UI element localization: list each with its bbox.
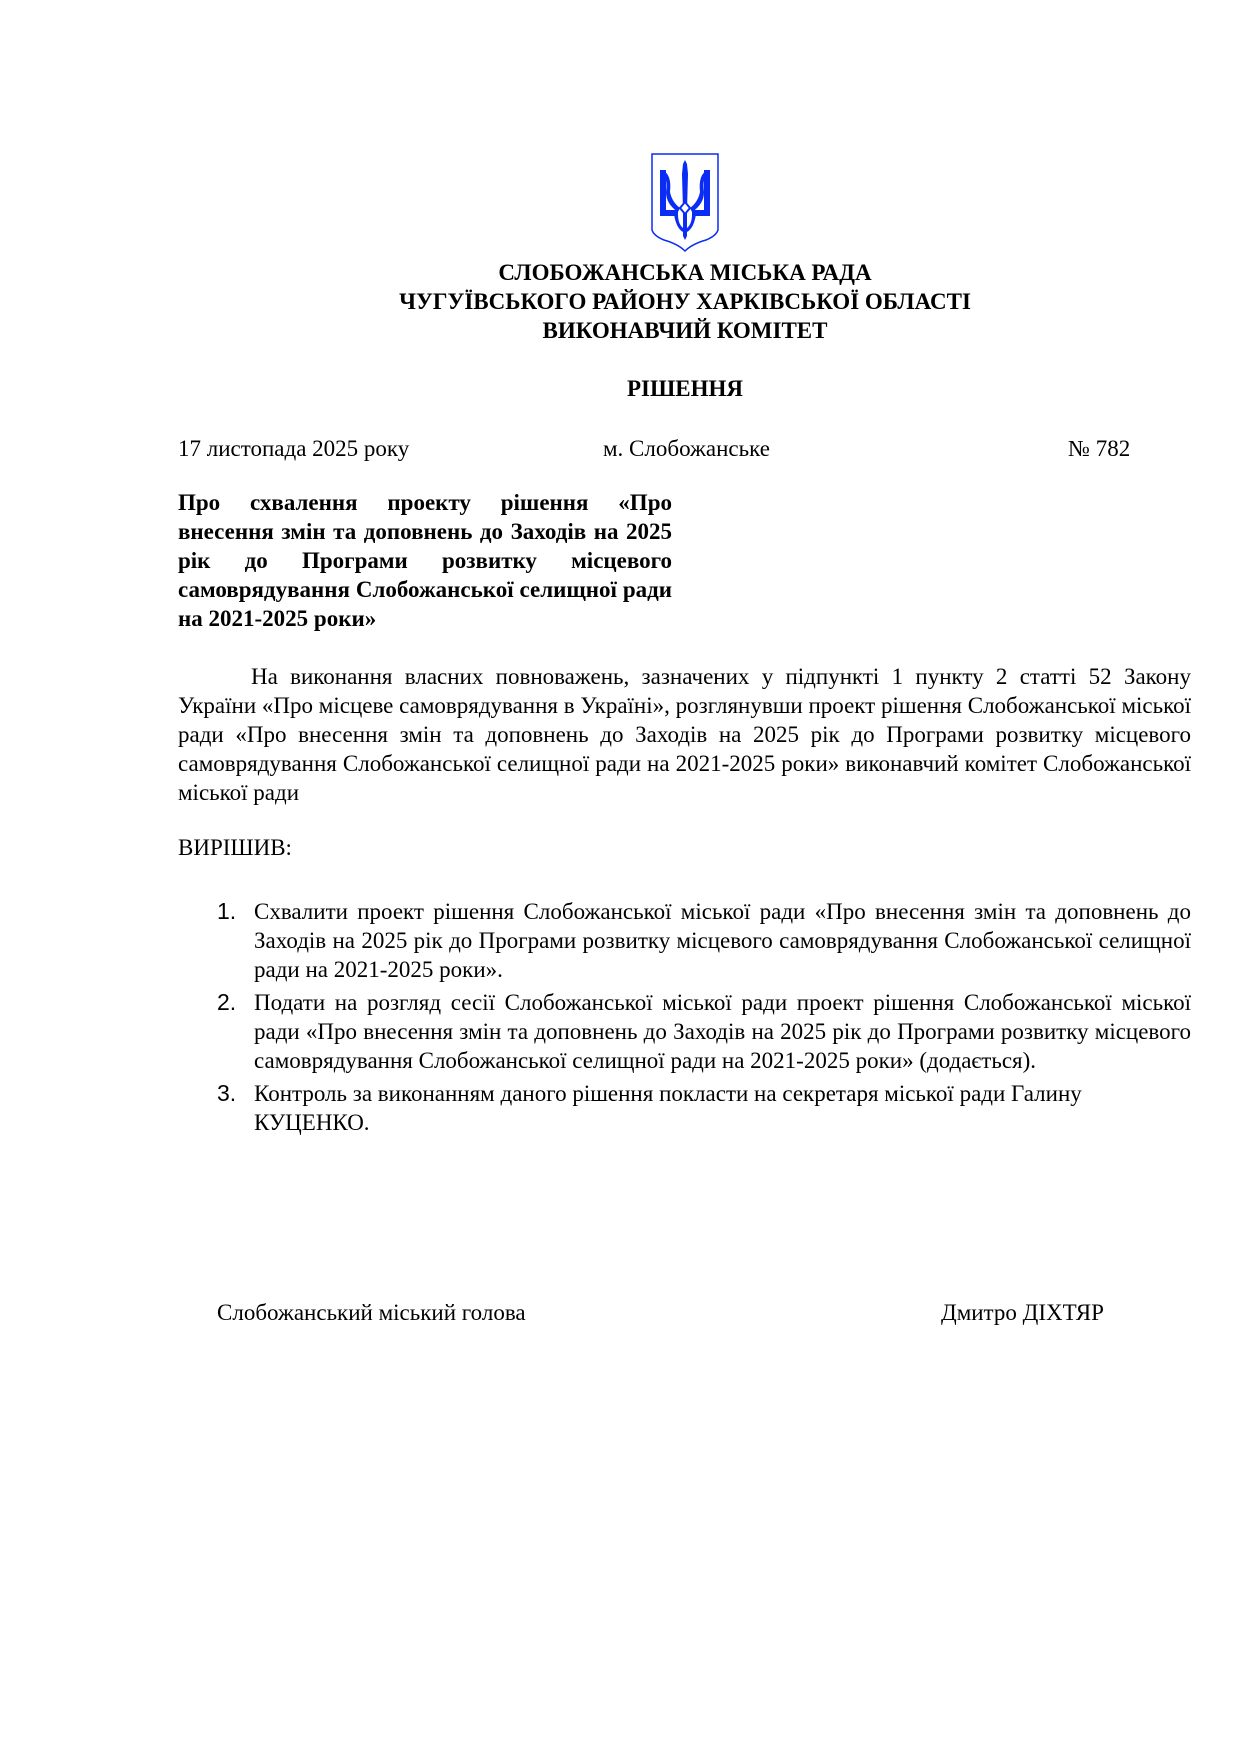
document-type: РІШЕННЯ (627, 376, 743, 401)
item-text: Схвалити проект рішення Слобожанської міської ради «Про внесення змін та доповнень до Заходів на 2025 рік до Програми розвитку місцевого самоврядування Слобожанської селищної ради на 2021-2025 роки». (254, 899, 1191, 982)
resolution-list (217, 897, 1191, 1141)
item-text: Контроль за виконанням даного рішення покласти на секретаря міської ради Галину КУЦЕНКО. (254, 1081, 1082, 1135)
resolved-heading: ВИРІШИВ: (178, 835, 292, 860)
document-number: № 782 (1068, 436, 1131, 461)
signatory-position: Слобожанський міський голова (217, 1300, 526, 1325)
list-item (217, 897, 1191, 984)
item-number: 1. (217, 898, 237, 924)
coat-of-arms-icon (650, 152, 720, 252)
district-name: ЧУГУЇВСЬКОГО РАЙОНУ ХАРКІВСЬКОЇ ОБЛАСТІ (399, 289, 971, 314)
signatory-name: Дмитро ДІХТЯР (941, 1300, 1104, 1325)
list-item (217, 1079, 1199, 1137)
document-place: м. Слобожанське (603, 436, 770, 461)
preamble-paragraph: На виконання власних повноважень, зазначених у підпункті 1 пункту 2 статті 52 Закону України «Про місцеве самоврядування в Україні», розглянувши проект рішення Слобожанської міської ради «Про внесення змін та доповнень до Заходів на 2025 рік до Програми розвитку місцевого самоврядування Слобожанської селищної ради на 2021-2025 роки» виконавчий комітет Слобожанської міської ради (178, 664, 1191, 805)
item-number: 3. (217, 1080, 237, 1106)
list-item (217, 988, 1191, 1075)
committee-name: ВИКОНАВЧИЙ КОМІТЕТ (542, 318, 828, 343)
letterhead (0, 258, 1240, 345)
item-number: 2. (217, 989, 237, 1015)
item-text: Подати на розгляд сесії Слобожанської міської ради проект рішення Слобожанської міської ради «Про внесення змін та доповнень до Заходів на 2025 рік до Програми розвитку місцевого самоврядування Слобожанської селищної ради на 2021-2025 роки» (додається). (254, 990, 1191, 1073)
council-name: СЛОБОЖАНСЬКА МІСЬКА РАДА (498, 260, 872, 285)
document-date: 17 листопада 2025 року (178, 436, 410, 461)
document-subject: Про схвалення проекту рішення «Про внесення змін та доповнень до Заходів на 2025 рік до Програми розвитку місцевого самоврядування Слобожанської селищної ради на 2021-2025 роки» (178, 490, 672, 631)
